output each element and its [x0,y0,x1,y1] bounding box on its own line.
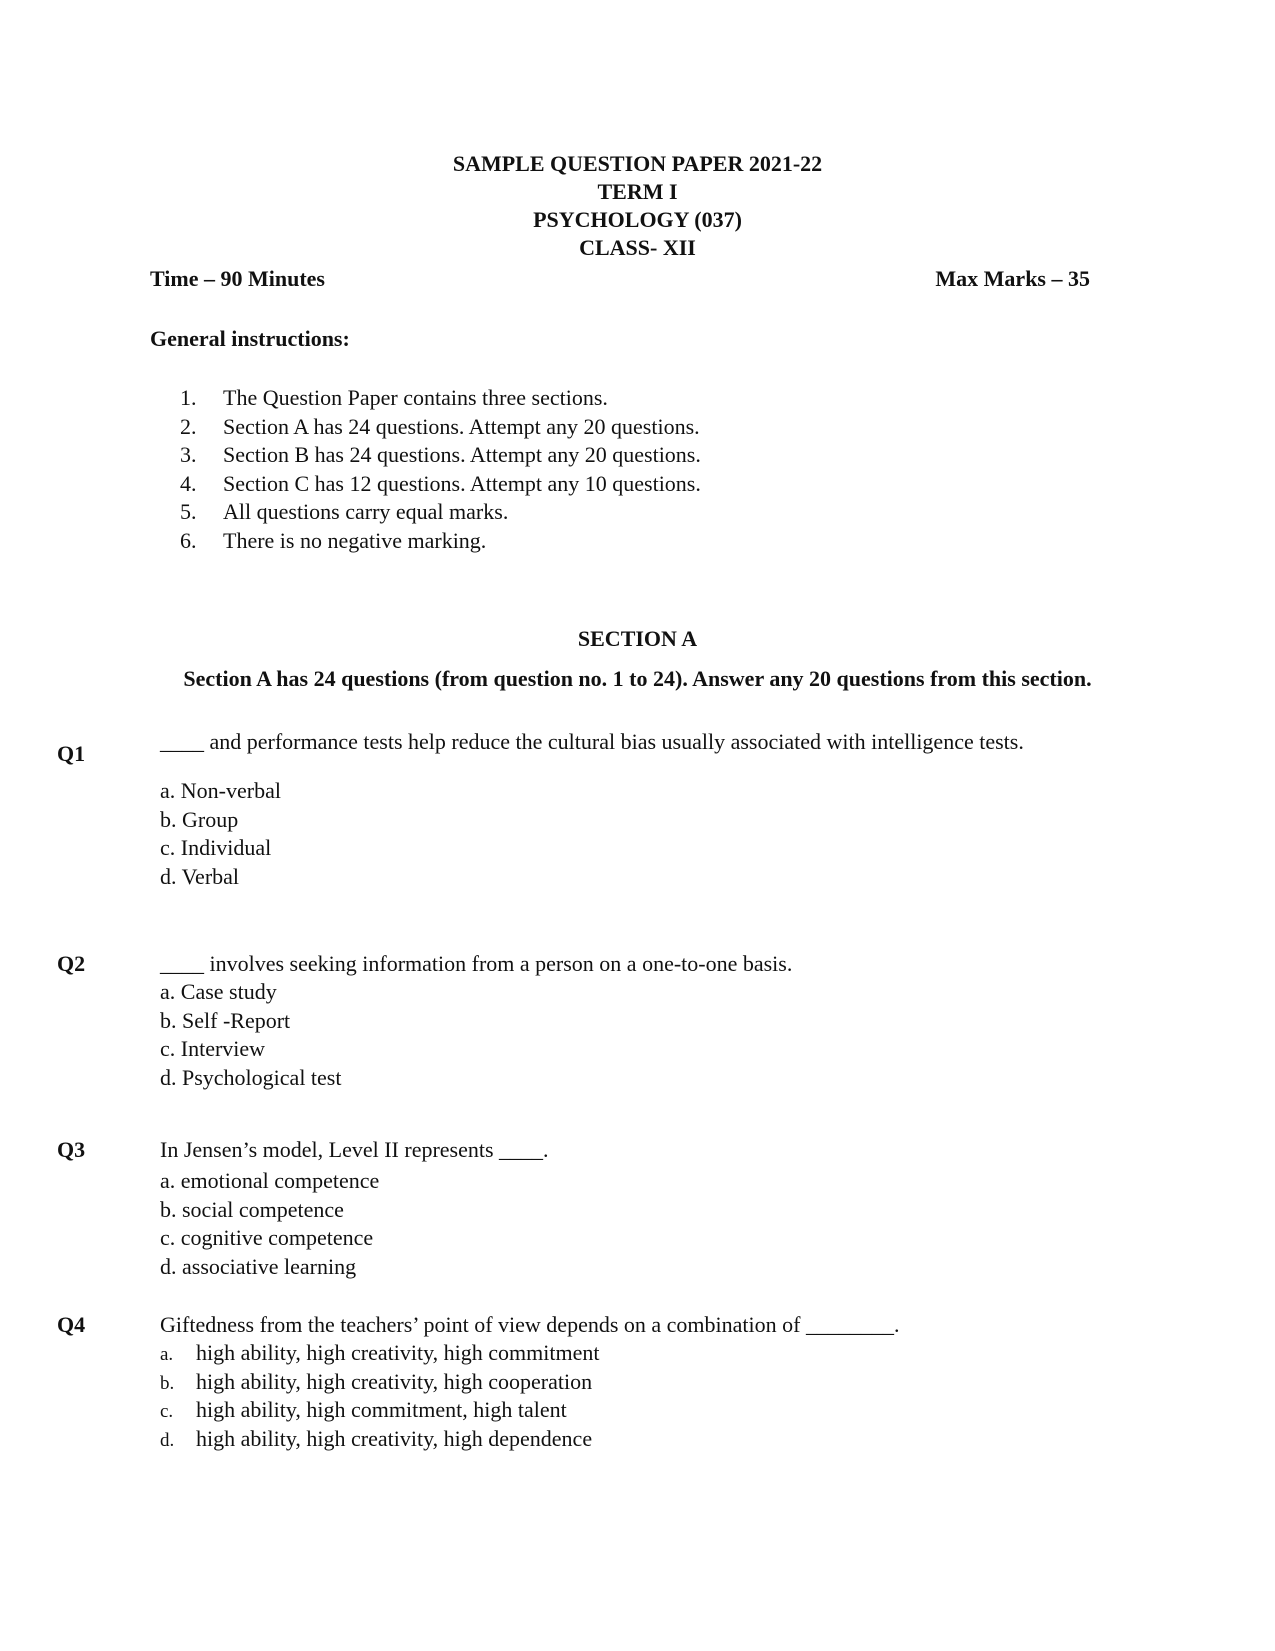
option-item: c. cognitive competence [160,1225,374,1250]
option-letter: d. [160,1429,175,1451]
section-a-title: SECTION A [577,626,698,651]
option-item: b. Self -Report [160,1007,291,1033]
option-text: high ability, high creativity, high cooperation [196,1368,593,1394]
instruction-item [180,413,701,442]
instruction-text: There is no negative marking. [223,527,487,553]
question-text: In Jensen’s model, Level II represents ____. [160,1137,549,1162]
section-a-description: Section A has 24 questions (from question no. 1 to 24). Answer any 20 questions from this section. [183,666,1092,691]
time-label: Time – 90 Minutes [150,266,325,291]
question-number: Q1 [57,741,86,766]
option-text: high ability, high creativity, high commitment [196,1340,600,1365]
options-list [160,978,341,1092]
options-list [160,777,281,891]
instructions-list [180,384,701,555]
exam-meta [150,265,1090,293]
instruction-number: 5. [180,499,197,524]
option-item: d. Verbal [160,863,240,889]
option-item [160,1396,599,1425]
class-label: CLASS- XII [579,235,696,260]
general-instructions-heading: General instructions: [150,326,350,351]
option-item [160,1425,599,1454]
instruction-text: Section A has 24 questions. Attempt any 20 questions. [223,413,700,439]
instruction-item [180,441,701,470]
option-item: b. Group [160,806,239,832]
question-text: Giftedness from the teachers’ point of view depends on a combination of ________. [160,1312,900,1337]
paper-title: SAMPLE QUESTION PAPER 2021-22 [452,151,823,176]
option-item: c. Interview [160,1036,266,1061]
option-text: high ability, high commitment, high talent [196,1397,567,1422]
options-list [160,1339,599,1453]
instruction-item [180,384,701,413]
term-label: TERM I [597,179,678,204]
option-item: a. Non-verbal [160,778,281,803]
option-item: c. Individual [160,835,272,860]
question-text: ____ and performance tests help reduce the cultural bias usually associated with intelligence tests. [160,729,1024,754]
option-item: d. Psychological test [160,1064,342,1090]
instruction-item [180,498,701,527]
option-item [160,1368,599,1397]
instruction-text: Section C has 12 questions. Attempt any 10 questions. [223,470,701,496]
instruction-text: All questions carry equal marks. [223,499,509,524]
option-item: a. Case study [160,979,277,1004]
instruction-item [180,527,701,556]
option-item: b. social competence [160,1196,344,1222]
option-letter: b. [160,1372,175,1394]
option-item: a. emotional competence [160,1168,380,1193]
instruction-number: 6. [180,527,197,553]
option-item: d. associative learning [160,1253,357,1279]
question-number: Q3 [57,1137,86,1162]
instruction-number: 1. [180,385,197,410]
question-number: Q4 [57,1312,86,1337]
instruction-text: Section B has 24 questions. Attempt any 20 questions. [223,442,701,467]
instruction-item [180,470,701,499]
option-item [160,1339,599,1368]
instruction-number: 2. [180,413,197,439]
paper-header [0,150,1275,262]
max-marks-label: Max Marks – 35 [935,266,1090,291]
instruction-text: The Question Paper contains three sections. [223,385,608,410]
options-list [160,1167,379,1281]
question-text: ____ involves seeking information from a person on a one-to-one basis. [160,951,793,976]
instruction-number: 4. [180,470,197,496]
question-number: Q2 [57,951,86,976]
instruction-number: 3. [180,442,197,467]
subject-label: PSYCHOLOGY (037) [533,207,742,232]
option-letter: c. [160,1401,174,1422]
option-text: high ability, high creativity, high dependence [196,1425,593,1451]
option-letter: a. [160,1344,174,1365]
